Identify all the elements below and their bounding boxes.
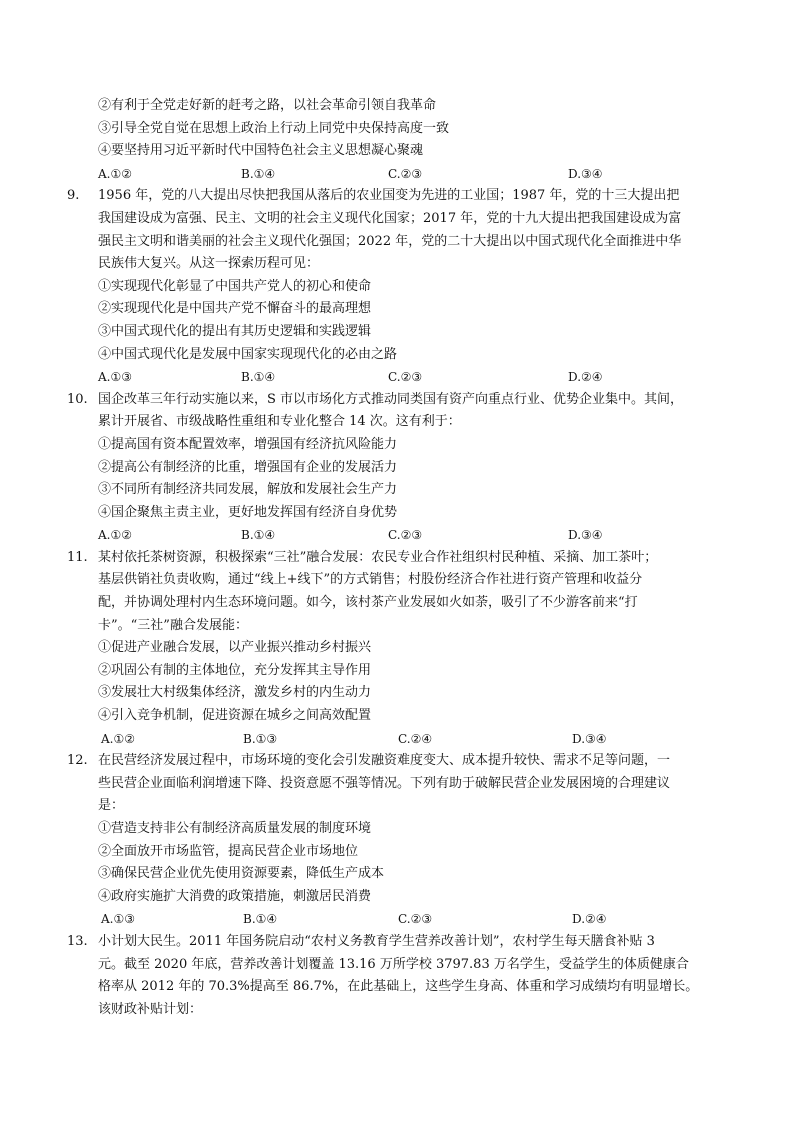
- stem-line: 强民主文明和谐美丽的社会主义现代化强国；2022 年，党的二十大提出以中国式现代化全面推进中华: [98, 233, 682, 249]
- answer-choices: [98, 908, 720, 931]
- question-9: [67, 185, 720, 388]
- question-number: 9.: [67, 188, 80, 204]
- option-line: ②巩固公有制的主体地位，充分发挥其主导作用: [98, 662, 372, 678]
- choice-b: B.①④: [241, 370, 276, 385]
- choice-c: C.②③: [388, 528, 423, 543]
- option-line: ④国企聚焦主责主业，更好地发挥国有经济自身优势: [98, 504, 398, 520]
- choice-b: B.①④: [243, 912, 278, 927]
- stem-line: 在民营经济发展过程中，市场环境的变化会引发融资难度变大、成本提升较快、需求不足等问题，一: [98, 753, 671, 769]
- option-line: ③不同所有制经济共同发展，解放和发展社会生产力: [98, 482, 398, 498]
- option-line: ③中国式现代化的提出有其历史逻辑和实践逻辑: [98, 323, 372, 339]
- choice-a: A.①②: [98, 166, 132, 181]
- answer-choices: [98, 366, 720, 389]
- choice-a: A.①③: [98, 370, 132, 385]
- question-number: 12.: [67, 753, 88, 769]
- choice-a: A.①③: [101, 912, 135, 927]
- stem-line: 配，并协调处理村内生态环境问题。如今，该村茶产业发展如火如荼，吸引了不少游客前来“打: [98, 595, 638, 611]
- stem-line: 基层供销社负责收购，通过“线上+线下”的方式销售；村股份经济合作社进行资产管理和收益分: [98, 572, 643, 588]
- stem-line: 卡”。“三社”融合发展能：: [98, 617, 248, 633]
- choice-d: D.②④: [568, 370, 603, 385]
- option-line: ①实现现代化彰显了中国共产党人的初心和使命: [98, 278, 372, 294]
- choice-a: A.①②: [101, 731, 135, 746]
- option-line: ②有利于全党走好新的赶考之路，以社会革命引领自我革命: [98, 98, 437, 113]
- choice-b: B.①④: [241, 166, 276, 181]
- option-line: ④引入竞争机制，促进资源在城乡之间高效配置: [98, 708, 372, 724]
- option-line: ②全面放开市场监管，提高民营企业市场地位: [98, 843, 359, 859]
- choice-b: B.①④: [241, 528, 276, 543]
- answer-choices: [98, 163, 720, 186]
- stem-line: 该财政补贴计划：: [98, 1001, 203, 1017]
- question-10: [67, 389, 720, 547]
- choice-d: D.②④: [572, 912, 607, 927]
- answer-choices: [98, 524, 720, 547]
- option-line: ①促进产业融合发展，以产业振兴推动乡村振兴: [98, 640, 372, 656]
- option-line: ③确保民营企业优先使用资源要素，降低生产成本: [98, 866, 385, 882]
- stem-line: 累计开展省、市级战略性重组和专业化整合 14 次。这有利于：: [98, 414, 461, 430]
- choice-c: C.②④: [398, 731, 433, 746]
- option-line: ②提高公有制经济的比重，增强国有企业的发展活力: [98, 459, 398, 475]
- stem-line: 国企改革三年行动实施以来，S 市以市场化方式推动同类国有资产向重点行业、优势企业集中。其间，: [98, 391, 684, 407]
- option-line: ④要坚持用习近平新时代中国特色社会主义思想凝心聚魂: [98, 143, 424, 159]
- choice-a: A.①②: [98, 528, 132, 543]
- stem-line: 1956 年，党的八大提出尽快把我国从落后的农业国变为先进的工业国；1987 年，党的十三大提出把: [98, 188, 680, 204]
- question-12: [67, 750, 720, 931]
- choice-b: B.①③: [243, 731, 278, 746]
- stem-line: 元。截至 2020 年底，营养改善计划覆盖 13.16 万所学校 3797.83 万名学生，受益学生的体质健康合: [98, 956, 689, 972]
- answer-choices: [98, 728, 720, 751]
- choice-c: C.②③: [388, 166, 423, 181]
- stem-line: 某村依托茶树资源，积极探索“三社”融合发展：农民专业合作社组织村民种植、采摘、加工茶叶；: [98, 549, 658, 565]
- option-line: ①提高国有资本配置效率，增强国有经济抗风险能力: [98, 436, 398, 452]
- question-8-tail: [98, 95, 720, 185]
- choice-d: D.③④: [568, 528, 603, 543]
- stem-line: 些民营企业面临利润增速下降、投资意愿不强等情况。下列有助于破解民营企业发展困境的合理建议: [98, 775, 671, 791]
- stem-line: 我国建设成为富强、民主、文明的社会主义现代化国家；2017 年，党的十九大提出把我国建设成为富: [98, 210, 682, 226]
- stem-line: 格率从 2012 年的 70.3%提高至 86.7%，在此基础上，这些学生身高、体重和学习成绩均有明显增长。: [98, 979, 699, 995]
- page-content: [67, 95, 720, 1021]
- choice-d: D.③④: [572, 731, 607, 746]
- option-line: ④政府实施扩大消费的政策措施，刺激居民消费: [98, 888, 372, 904]
- option-line: ③引导全党自觉在思想上政治上行动上同党中央保持高度一致: [98, 120, 450, 136]
- option-line: ②实现现代化是中国共产党不懈奋斗的最高理想: [98, 301, 372, 317]
- choice-c: C.②③: [398, 912, 433, 927]
- option-line: ④中国式现代化是发展中国家实现现代化的必由之路: [98, 346, 398, 362]
- option-line: ①营造支持非公有制经济高质量发展的制度环境: [98, 821, 372, 836]
- choice-d: D.③④: [568, 166, 603, 181]
- question-number: 11.: [67, 549, 88, 565]
- stem-line: 是：: [98, 798, 125, 814]
- question-13: [67, 931, 720, 1021]
- stem-line: 小计划大民生。2011 年国务院启动“农村义务教育学生营养改善计划”，农村学生每天膳食补贴 3: [98, 933, 655, 949]
- question-number: 10.: [67, 391, 88, 407]
- question-number: 13.: [67, 933, 88, 949]
- stem-line: 民族伟大复兴。从这一探索历程可见：: [98, 256, 320, 272]
- option-line: ③发展壮大村级集体经济，激发乡村的内生动力: [98, 685, 372, 701]
- question-11: [67, 547, 720, 750]
- choice-c: C.②③: [388, 370, 423, 385]
